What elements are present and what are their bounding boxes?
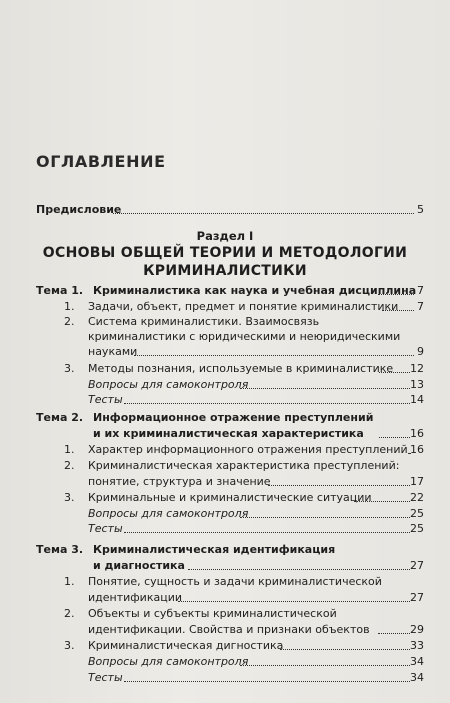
item-title-continued: идентификации. Свойства и признаки объектов (88, 623, 370, 636)
item-number: 3. (64, 639, 75, 652)
item-title-continued: понятие, структура и значение (88, 475, 271, 488)
dot-leader (382, 297, 414, 311)
item-page: 29 (410, 623, 424, 636)
tests-label: Тесты (88, 671, 123, 684)
item-title-continued: идентификации (88, 591, 182, 604)
toc-heading: ОГЛАВЛЕНИЕ (36, 152, 166, 171)
questions-page: 34 (410, 655, 424, 668)
dot-leader (240, 504, 410, 518)
theme-3-number: Тема 3. (36, 543, 84, 556)
item-number: 3. (64, 491, 75, 504)
item-page: 27 (410, 591, 424, 604)
item-title: Понятие, сущность и задачи криминалистической (88, 575, 382, 588)
dot-leader (354, 488, 410, 502)
item-title: Задачи, объект, предмет и понятие криминалистики (88, 300, 399, 313)
theme-3-page: 27 (410, 559, 424, 572)
item-title: Криминальные и криминалистические ситуации (88, 491, 372, 504)
item-title-continued: науками (88, 345, 138, 358)
section-title-line-1: ОСНОВЫ ОБЩЕЙ ТЕОРИИ И МЕТОДОЛОГИИ (42, 245, 408, 261)
item-page: 17 (410, 475, 424, 488)
dot-leader (379, 424, 410, 438)
dot-leader (379, 359, 410, 373)
theme-2-number: Тема 2. (36, 411, 84, 424)
dot-leader (124, 519, 410, 533)
questions-label: Вопросы для самоконтроля (88, 655, 249, 668)
item-title: Характер информационного отражения преступлений (88, 443, 408, 456)
theme-2-title: Информационное отражение преступлений (93, 411, 374, 424)
dot-leader (268, 472, 410, 486)
dot-leader (240, 375, 410, 389)
tests-page: 14 (410, 393, 424, 406)
item-number: 2. (64, 607, 75, 620)
item-title: Криминалистическая характеристика преступлений: (88, 459, 400, 472)
dot-leader (280, 636, 410, 650)
dot-leader (188, 556, 410, 570)
theme-2-title-continued: и их криминалистическая характеристика (93, 427, 364, 440)
questions-label: Вопросы для самоконтроля (88, 378, 249, 391)
item-page: 33 (410, 639, 424, 652)
item-page: 22 (410, 491, 424, 504)
item-title: Система криминалистики. Взаимосвязь (88, 315, 320, 328)
item-number: 3. (64, 362, 75, 375)
theme-3-title-continued: и диагностика (93, 559, 185, 572)
item-number: 1. (64, 575, 75, 588)
item-title: Методы познания, используемые в криминалистике (88, 362, 394, 375)
theme-1-number: Тема 1. (36, 284, 84, 297)
tests-page: 25 (410, 522, 424, 535)
questions-page: 25 (410, 507, 424, 520)
questions-label: Вопросы для самоконтроля (88, 507, 249, 520)
item-title: Объекты и субъекты криминалистической (88, 607, 337, 620)
preface-page: 5 (417, 203, 424, 216)
dot-leader (178, 588, 410, 602)
item-page: 7 (417, 300, 424, 313)
dot-leader (113, 200, 414, 214)
item-title: Криминалистическая дигностика (88, 639, 284, 652)
questions-page: 13 (410, 378, 424, 391)
item-number: 1. (64, 300, 75, 313)
dot-leader (124, 668, 410, 682)
item-title-continued: криминалистики с юридическими и неюридическими (88, 330, 401, 343)
item-number: 2. (64, 459, 75, 472)
theme-1-page: 7 (417, 284, 424, 297)
dot-leader (378, 620, 410, 634)
theme-3-title: Криминалистическая идентификация (93, 543, 336, 556)
item-number: 1. (64, 443, 75, 456)
item-number: 2. (64, 315, 75, 328)
tests-page: 34 (410, 671, 424, 684)
theme-2-page: 16 (410, 427, 424, 440)
theme-1-title: Криминалистика как наука и учебная дисциплина (93, 284, 417, 297)
dot-leader (378, 281, 414, 295)
item-page: 12 (410, 362, 424, 375)
section-title-line-2: КРИМИНАЛИСТИКИ (143, 263, 307, 279)
tests-label: Тесты (88, 393, 123, 406)
preface-label: Предисловие (36, 203, 122, 216)
dot-leader (124, 390, 410, 404)
item-page: 16 (410, 443, 424, 456)
dot-leader (240, 652, 410, 666)
dot-leader (134, 342, 414, 356)
section-label: Раздел I (196, 229, 254, 243)
tests-label: Тесты (88, 522, 123, 535)
item-page: 9 (417, 345, 424, 358)
